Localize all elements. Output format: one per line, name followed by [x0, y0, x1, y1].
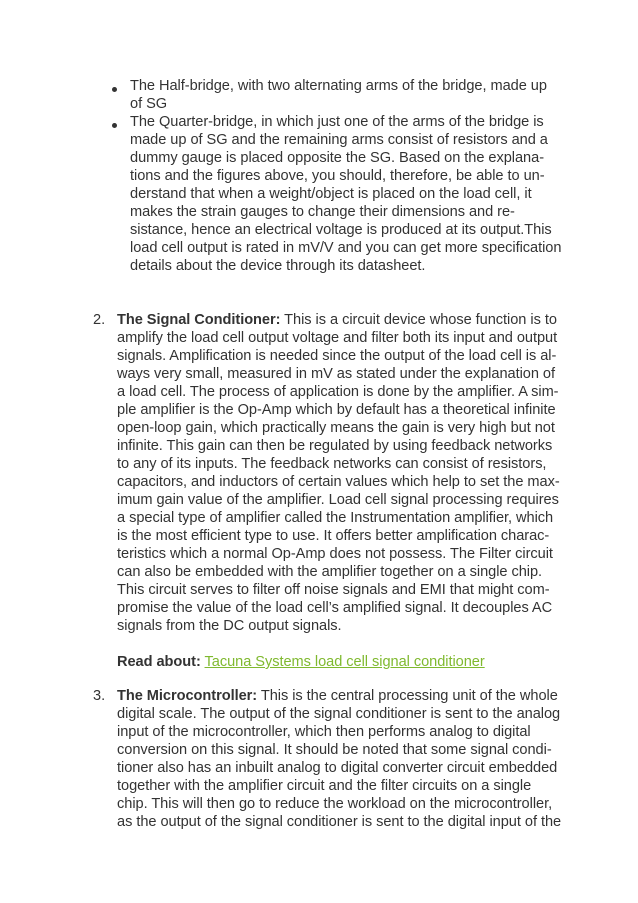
item-2-heading: The Signal Conditioner: — [117, 312, 281, 328]
item-2-line: is the most efficient type to use. It offers better amplification charac- — [117, 528, 550, 544]
item-2-number: 2. — [93, 312, 106, 328]
item-2-line: infinite. This gain can then be regulated by using feedback networks — [117, 438, 553, 454]
item-3-line: chip. This will then go to reduce the workload on the microcontroller, — [117, 796, 553, 812]
bullet-2-line-6: makes the strain gauges to change their dimensions and re- — [130, 204, 515, 220]
item-2-line: imum gain value of the amplifier. Load cell signal processing requires — [117, 492, 559, 508]
item-3-heading: The Microcontroller: — [117, 688, 258, 704]
bullet-2-line-1: The Quarter-bridge, in which just one of the arms of the bridge is — [130, 114, 544, 130]
item-2-first-line — [117, 311, 557, 330]
item-2-line: signals from the DC output signals. — [117, 618, 342, 634]
bullet-2-line-8: load cell output is rated in mV/V and you can get more specification — [130, 240, 562, 256]
item-3-line: as the output of the signal conditioner is sent to the digital input of the — [117, 814, 562, 830]
bullet-2-line-9: details about the device through its datasheet. — [130, 258, 426, 274]
bullet-1-line-1: The Half-bridge, with two alternating arms of the bridge, made up — [130, 78, 547, 94]
item-3-line: digital scale. The output of the signal conditioner is sent to the analog — [117, 706, 561, 722]
item-2-line: a special type of amplifier called the Instrumentation amplifier, which — [117, 510, 554, 526]
item-2-line: teristics which a normal Op-Amp does not possess. The Filter circuit — [117, 546, 553, 562]
item-3-first-line-text: This is the central processing unit of the whole — [257, 688, 558, 704]
bullet-1-line-2: of SG — [130, 96, 168, 112]
item-2-line: ways very small, measured in mV as stated under the explanation of — [117, 366, 555, 382]
read-about-label: Read about: — [117, 654, 201, 670]
bullet-2-line-5: derstand that when a weight/object is placed on the load cell, it — [130, 186, 532, 202]
item-3-line: input of the microcontroller, which then performs analog to digital — [117, 724, 531, 740]
signal-conditioner-link[interactable]: Tacuna Systems load cell signal conditioner — [204, 654, 485, 670]
item-3-line: conversion on this signal. It should be noted that some signal condi- — [117, 742, 552, 758]
bullet-2-line-3: dummy gauge is placed opposite the SG. Based on the explana- — [130, 150, 544, 166]
item-2-line: to any of its inputs. The feedback networks can consist of resistors, — [117, 456, 547, 472]
item-2-line: amplify the load cell output voltage and filter both its input and output — [117, 330, 558, 346]
item-3-first-line — [117, 687, 558, 706]
item-2-line: signals. Amplification is needed since the output of the load cell is al- — [117, 348, 557, 364]
bullet-2-line-4: tions and the figures above, you should, therefore, be able to un- — [130, 168, 545, 184]
item-3-line: tioner also has an inbuilt analog to digital converter circuit embedded — [117, 760, 558, 776]
read-about-line — [117, 653, 485, 672]
item-2-line: open-loop gain, which practically means the gain is very high but not — [117, 420, 555, 436]
item-2-line: ple amplifier is the Op-Amp which by default has a theoretical infinite — [117, 402, 556, 418]
bullet-marker — [112, 123, 117, 128]
item-2-first-line-text: This is a circuit device whose function is to — [280, 312, 557, 328]
item-2-line: can also be embedded with the amplifier together on a single chip. — [117, 564, 543, 580]
item-2-line: This circuit serves to filter off noise signals and EMI that might com- — [117, 582, 550, 598]
item-2-line: a load cell. The process of application is done by the amplifier. A sim- — [117, 384, 559, 400]
bullet-2-line-7: sistance, hence an electrical voltage is produced at its output.This — [130, 222, 552, 238]
bullet-2-line-2: made up of SG and the remaining arms consist of resistors and a — [130, 132, 548, 148]
item-3-line: together with the amplifier circuit and the filter circuits on a single — [117, 778, 532, 794]
bullet-marker — [112, 87, 117, 92]
item-2-line: capacitors, and inductors of certain values which help to set the max- — [117, 474, 560, 490]
item-3-number: 3. — [93, 688, 106, 704]
item-2-line: promise the value of the load cell’s amplified signal. It decouples AC — [117, 600, 553, 616]
